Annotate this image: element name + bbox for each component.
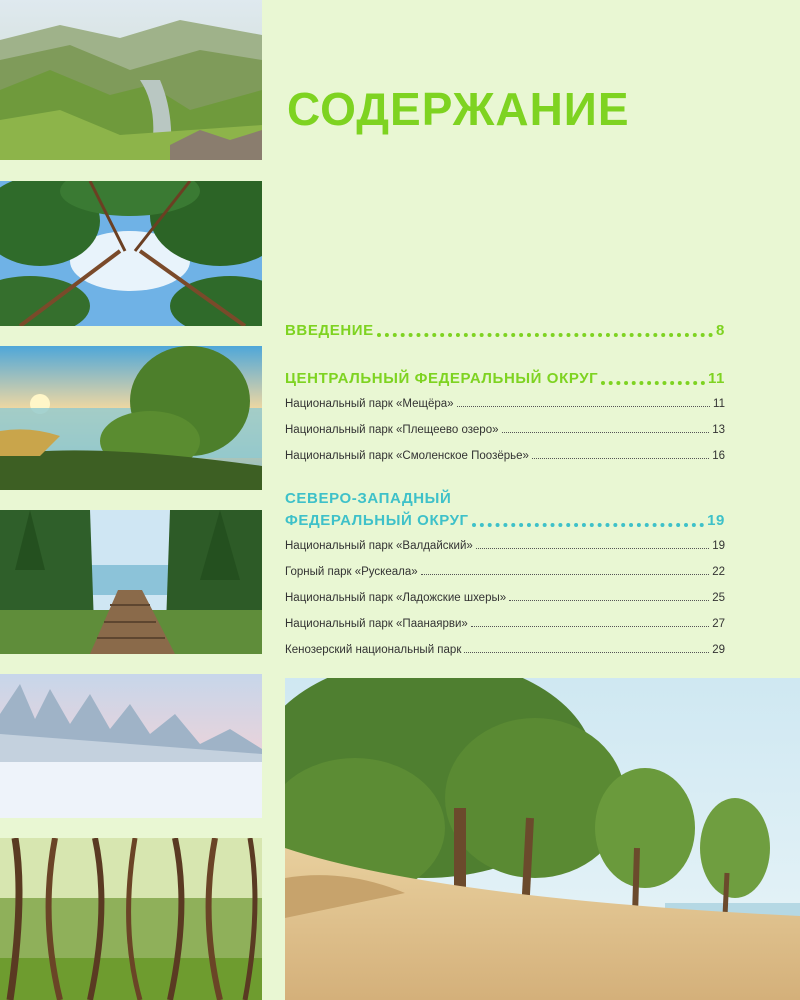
toc-item[interactable]: [285, 592, 725, 604]
dot-leader: [601, 377, 705, 385]
toc-item[interactable]: [285, 618, 725, 630]
toc-item[interactable]: [285, 424, 725, 436]
toc-item-label: Кенозерский национальный парк: [285, 644, 462, 656]
toc-intro-page: 8: [716, 322, 725, 339]
pine-canopy-photo: [0, 181, 262, 326]
toc-item-page: 29: [712, 644, 725, 656]
twisted-pine-forest-photo: [0, 838, 262, 1000]
toc-northwest-label-line1[interactable]: СЕВЕРО-ЗАПАДНЫЙ: [285, 490, 452, 507]
toc-northwest-section[interactable]: [285, 512, 725, 529]
toc-item-label: Национальный парк «Мещёра»: [285, 398, 454, 410]
lake-sunset-photo: [0, 346, 262, 490]
page-title: СОДЕРЖАНИЕ: [287, 83, 630, 135]
forest-lake-boardwalk-photo: [0, 510, 262, 654]
toc-item-page: 22: [712, 566, 725, 578]
toc-item[interactable]: [285, 398, 725, 410]
dot-leader: [464, 650, 709, 653]
toc-central-section[interactable]: [285, 370, 725, 387]
toc-intro-label: ВВЕДЕНИЕ: [285, 322, 374, 339]
mountain-valley-photo: [0, 0, 262, 160]
dot-leader: [377, 329, 713, 337]
toc-item-page: 13: [712, 424, 725, 436]
toc-item[interactable]: [285, 450, 725, 462]
toc-item-label: Национальный парк «Смоленское Поозёрье»: [285, 450, 529, 462]
toc-northwest-label-line2: ФЕДЕРАЛЬНЫЙ ОКРУГ: [285, 512, 469, 529]
toc-northwest-page: 19: [707, 512, 725, 529]
dot-leader: [476, 546, 709, 549]
toc-item-page: 16: [712, 450, 725, 462]
toc-central-label: ЦЕНТРАЛЬНЫЙ ФЕДЕРАЛЬНЫЙ ОКРУГ: [285, 370, 599, 387]
toc-item-label: Национальный парк «Плещеево озеро»: [285, 424, 499, 436]
toc-item-page: 25: [712, 592, 725, 604]
dot-leader: [471, 624, 709, 627]
toc-item[interactable]: [285, 644, 725, 656]
dot-leader: [457, 404, 710, 407]
dot-leader: [509, 598, 709, 601]
toc-item-label: Национальный парк «Валдайский»: [285, 540, 473, 552]
toc-item-label: Национальный парк «Паанаярви»: [285, 618, 468, 630]
dot-leader: [532, 456, 709, 459]
snowy-forest-photo: [0, 674, 262, 818]
toc-item-label: Горный парк «Рускеала»: [285, 566, 418, 578]
toc-item-page: 19: [712, 540, 725, 552]
dot-leader: [502, 430, 710, 433]
toc-central-page: 11: [707, 370, 725, 387]
toc-item[interactable]: [285, 566, 725, 578]
toc-item-label: Национальный парк «Ладожские шхеры»: [285, 592, 507, 604]
pine-dune-beach-photo: [285, 678, 800, 1000]
toc-intro[interactable]: [285, 322, 725, 339]
toc-item-page: 27: [712, 618, 725, 630]
toc-item[interactable]: [285, 540, 725, 552]
dot-leader: [421, 572, 710, 575]
dot-leader: [472, 519, 704, 527]
toc-item-page: 11: [713, 398, 725, 410]
